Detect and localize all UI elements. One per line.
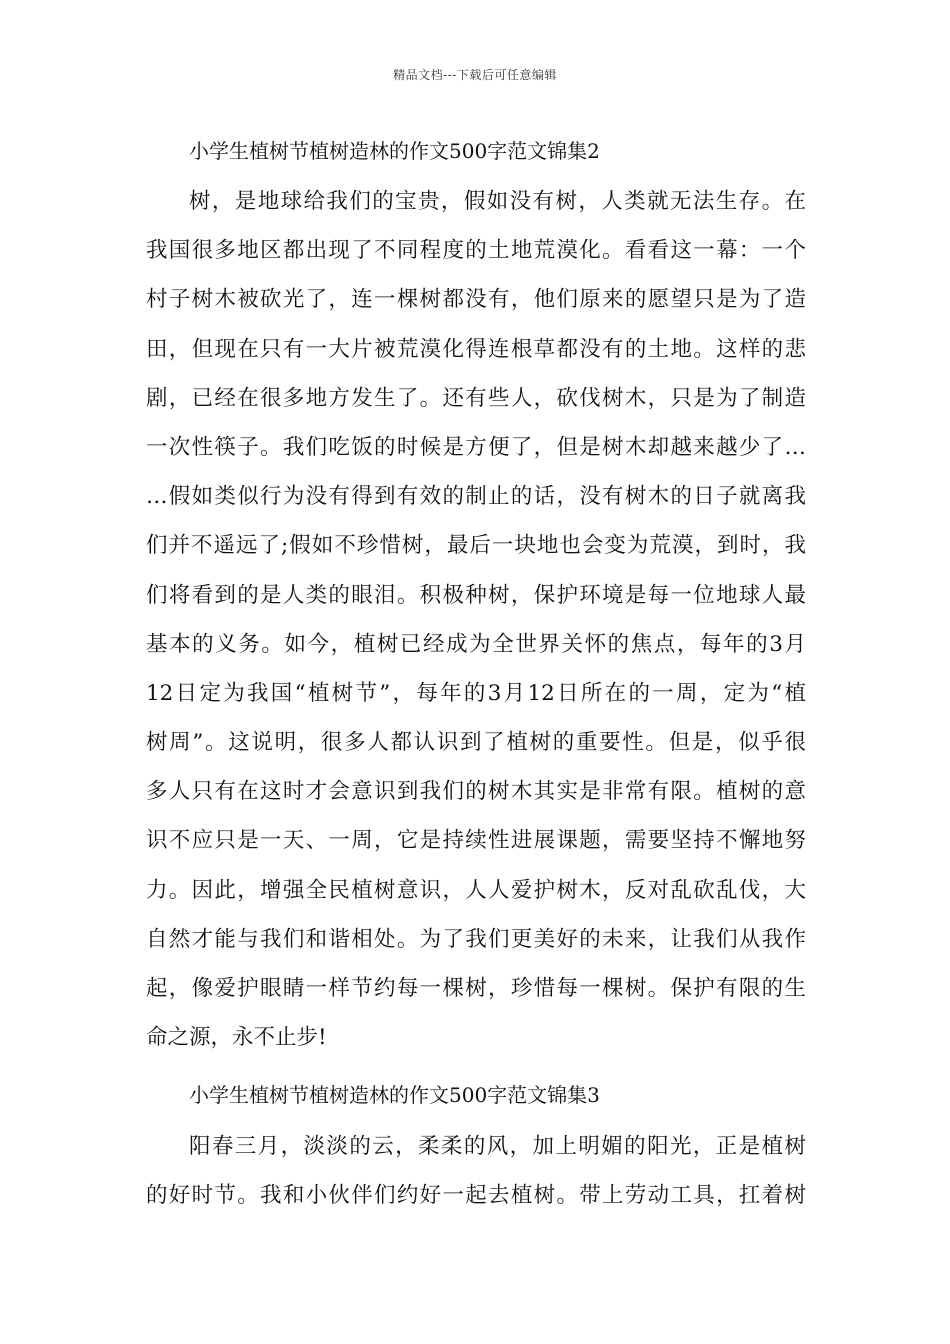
paragraph-line: 田，但现在只有一大片被荒漠化得连根草都没有的土地。这样的悲 (146, 336, 806, 362)
paragraph-line: 力。因此，增强全民植树意识，人人爱护树木，反对乱砍乱伐，大 (146, 877, 806, 903)
paragraph-line: 的好时节。我和小伙伴们约好一起去植树。带上劳动工具，扛着树 (146, 1183, 806, 1209)
page-header: 精品文档---下载后可任意编辑 (393, 68, 557, 82)
section-3-body (146, 1122, 806, 1220)
section-2-title: 小学生植树节植树造林的作文500字范文锦集2 (189, 139, 600, 163)
paragraph-line: 村子树木被砍光了，连一棵树都没有，他们原来的愿望只是为了造 (146, 287, 806, 313)
paragraph-line: …假如类似行为没有得到有效的制止的话，没有树木的日子就离我 (146, 484, 806, 510)
paragraph-line: 阳春三月，淡淡的云，柔柔的风，加上明媚的阳光，正是植树 (189, 1134, 806, 1159)
section-2-body (146, 177, 806, 1062)
paragraph-line: 识不应只是一天、一周，它是持续性进展课题，需要坚持不懈地努 (146, 828, 806, 854)
paragraph-line-last: 命之源，永不止步! (146, 1025, 327, 1051)
paragraph-line: 多人只有在这时才会意识到我们的树木其实是非常有限。植树的意 (146, 779, 806, 805)
section-2 (146, 128, 806, 174)
paragraph-line: 我国很多地区都出现了不同程度的土地荒漠化。看看这一幕：一个 (146, 238, 806, 264)
paragraph-line: 12日定为我国“植树节”，每年的3月12日所在的一周，定为“植 (146, 680, 806, 706)
section-3 (146, 1072, 806, 1118)
paragraph-line: 剧，已经在很多地方发生了。还有些人，砍伐树木，只是为了制造 (146, 385, 806, 411)
paragraph-line: 起，像爱护眼睛一样节约每一棵树，珍惜每一棵树。保护有限的生 (146, 976, 806, 1001)
paragraph-line: 们将看到的是人类的眼泪。积极种树，保护环境是每一位地球人最 (146, 582, 806, 608)
paragraph-line: 树，是地球给我们的宝贵，假如没有树，人类就无法生存。在 (189, 189, 806, 214)
paragraph-line: 一次性筷子。我们吃饭的时候是方便了，但是树木却越来越少了… (146, 434, 806, 460)
paragraph-line: 们并不遥远了;假如不珍惜树，最后一块地也会变为荒漠，到时，我 (146, 533, 806, 559)
paragraph-line: 基本的义务。如今，植树已经成为全世界关怀的焦点，每年的3月 (146, 631, 806, 657)
paragraph-line: 树周”。这说明，很多人都认识到了植树的重要性。但是，似乎很 (146, 730, 806, 756)
paragraph-line: 自然才能与我们和谐相处。为了我们更美好的未来，让我们从我作 (146, 926, 806, 952)
section-3-title: 小学生植树节植树造林的作文500字范文锦集3 (189, 1083, 600, 1107)
